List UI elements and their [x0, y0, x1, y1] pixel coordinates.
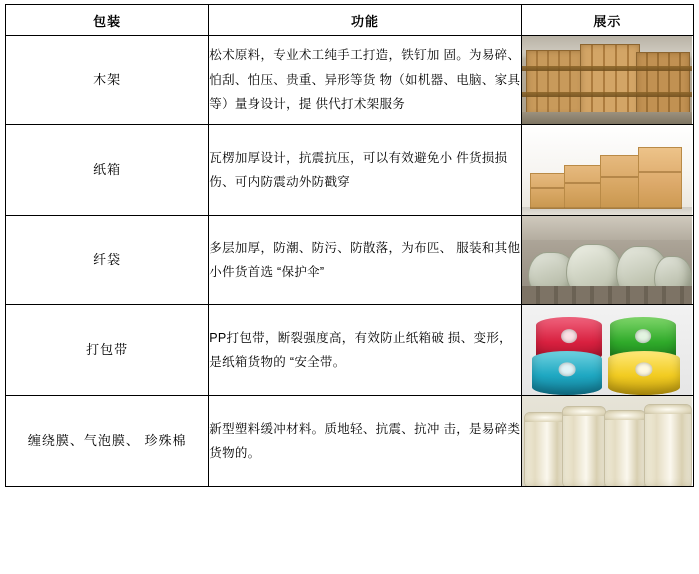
table-row: [6, 36, 694, 125]
reel-core-hole: [635, 363, 652, 376]
stretch-film-roll: [604, 410, 646, 486]
cell-function-text: 多层加厚，防潮、防污、防散落，为布匹、 服装和其他小件货首选 “保护伞”: [209, 216, 521, 305]
cell-display-image: [521, 36, 693, 125]
column-header-display: 展示: [521, 5, 693, 36]
warehouse-floor: [522, 112, 692, 124]
table-header-row: [6, 5, 694, 36]
woven-bag-photo: [522, 216, 692, 304]
cell-packaging-name: 打包带: [6, 305, 209, 396]
stretch-film-photo: [522, 396, 692, 486]
table-row: [6, 396, 694, 487]
carton-box-tall: [638, 147, 682, 209]
crate-middle: [580, 44, 640, 118]
column-header-packaging: 包装: [6, 5, 209, 36]
table-body: [6, 36, 694, 487]
cell-packaging-name: 纸箱: [6, 125, 209, 216]
wooden-crate-photo: [522, 36, 692, 124]
crate-right: [636, 52, 690, 118]
column-header-function: 功能: [209, 5, 521, 36]
wooden-pallet: [522, 286, 692, 304]
warehouse-wall: [522, 216, 692, 240]
crate-beam-lower: [522, 92, 692, 97]
packaging-table-document: [0, 4, 699, 574]
crate-beam-upper: [522, 66, 692, 71]
table-row: [6, 125, 694, 216]
table-row: [6, 216, 694, 305]
stretch-film-roll: [644, 404, 692, 486]
table-header: [6, 5, 694, 36]
cell-display-image: [521, 396, 693, 487]
cell-function-text: 瓦楞加厚设计，抗震抗压，可以有效避免小 件货损损伤、可内防震动外防戳穿: [209, 125, 521, 216]
cell-display-image: [521, 216, 693, 305]
cell-function-text: 松术原料，专业术工纯手工打造，铁钉加 固。为易碎、怕刮、怕压、贵重、异形等货 物（如机器、电脑、家具等）量身设计，提 供代打术架服务: [209, 36, 521, 125]
cell-function-text: PP打包带，断裂强度高，有效防止纸箱破 损、变形，是纸箱货物的 “安全带。: [209, 305, 521, 396]
cell-display-image: [521, 125, 693, 216]
strapping-reel-photo: [522, 305, 692, 395]
packaging-table: [5, 4, 694, 487]
carton-box-photo: [522, 125, 692, 215]
crate-left: [526, 50, 584, 116]
cell-packaging-name: 木架: [6, 36, 209, 125]
cell-packaging-name: 缠绕膜、气泡膜、 珍殊棉: [6, 396, 209, 487]
carton-box-large: [600, 155, 640, 209]
strapping-reel-yellow: [608, 351, 680, 395]
cell-packaging-name: 纤袋: [6, 216, 209, 305]
reel-core-hole: [561, 329, 577, 343]
stretch-film-roll: [562, 406, 606, 486]
stretch-film-roll: [524, 412, 566, 486]
cell-display-image: [521, 305, 693, 396]
box-shadow: [522, 207, 692, 215]
reel-core-hole: [635, 329, 651, 343]
cell-function-text: 新型塑料缓冲材料。质地轻、抗震、抗冲 击，是易碎类货物的。: [209, 396, 521, 487]
carton-box-small: [530, 173, 566, 209]
reel-core-hole: [558, 363, 575, 376]
strapping-reel-blue: [532, 351, 602, 395]
table-row: [6, 305, 694, 396]
carton-box-medium: [564, 165, 602, 209]
